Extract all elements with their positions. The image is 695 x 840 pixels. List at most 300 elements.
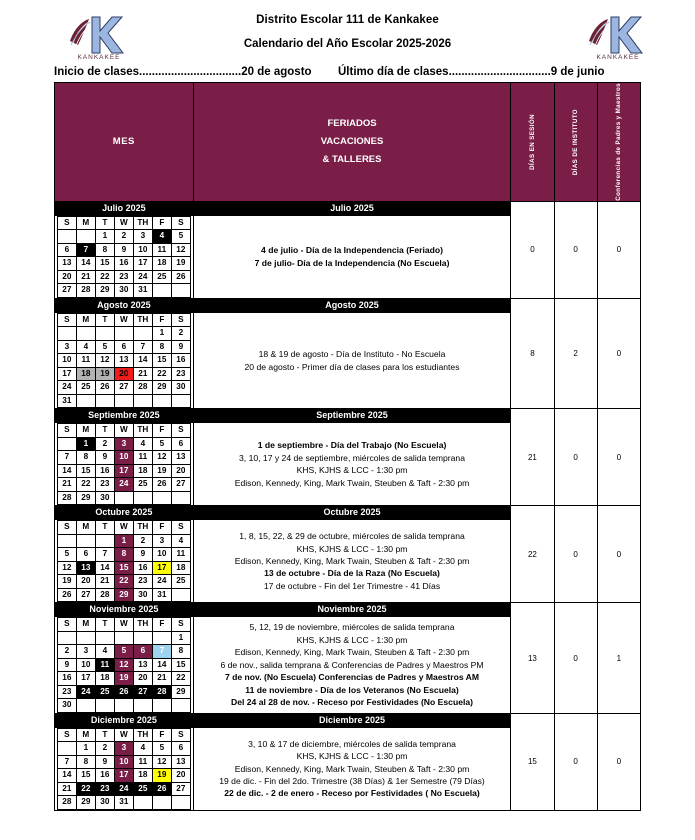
day-cell: 7 [95,548,114,562]
weekday-w-3: W [114,424,133,438]
month-notes [193,312,511,409]
mini-calendar-grid [57,520,191,602]
empty-day-cell [76,230,95,244]
month-name-bar: Octubre 2025 [55,506,194,520]
note-line: 5, 12, 19 de noviembre, miércoles de salida temprana [249,622,455,633]
day-cell: 19 [95,367,114,381]
note-line: 3, 10, 17 y 24 de septiembre, miércoles de salida temprana [239,452,465,463]
day-cell: 6 [133,645,152,659]
week-row [57,230,190,244]
day-cell: 6 [171,742,190,756]
day-cell: 24 [114,782,133,796]
weekday-w-3: W [114,521,133,535]
week-row [57,394,190,408]
day-cell: 18 [152,257,171,271]
value-dias-instituto: 2 [554,298,597,409]
week-row [57,327,190,341]
calendar-body [55,201,641,810]
day-cell: 26 [152,478,171,492]
weekday-th-4: TH [133,313,152,327]
value-conferencias: 0 [597,409,640,506]
kankakee-logo-left [62,11,136,61]
day-cell: 11 [133,451,152,465]
day-cell: 27 [114,381,133,395]
value-dias-sesion: 0 [511,201,554,298]
empty-day-cell [152,796,171,810]
value-dias-instituto: 0 [554,201,597,298]
svg-text:KANKAKEE: KANKAKEE [77,54,121,61]
day-cell: 23 [95,782,114,796]
week-row [57,478,190,492]
day-cell: 2 [114,230,133,244]
month-title-row [55,713,641,727]
day-cell: 27 [76,588,95,602]
weekday-m-1: M [76,728,95,742]
day-cell: 21 [133,367,152,381]
day-cell: 23 [171,367,190,381]
day-cell: 12 [152,451,171,465]
day-cell: 20 [76,575,95,589]
weekday-s-6: S [171,424,190,438]
empty-day-cell [171,491,190,505]
day-cell: 1 [171,631,190,645]
empty-day-cell [57,534,76,548]
day-cell: 28 [133,381,152,395]
day-cell: 14 [152,658,171,672]
day-cell: 16 [95,769,114,783]
feriados-line-1: FERIADOS [327,117,377,129]
weekday-th-4: TH [133,424,152,438]
day-cell: 4 [133,437,152,451]
day-cell: 14 [57,769,76,783]
day-cell: 2 [171,327,190,341]
day-cell: 10 [114,451,133,465]
empty-day-cell [57,631,76,645]
day-cell: 13 [171,451,190,465]
day-cell: 21 [76,270,95,284]
week-row [57,561,190,575]
weekday-s-0: S [57,618,76,632]
week-row [57,451,190,465]
day-cell: 8 [76,451,95,465]
day-cell: 25 [76,381,95,395]
value-conferencias: 0 [597,713,640,810]
month-title-row [55,506,641,520]
note-line: 1, 8, 15, 22, & 29 de octubre, miércoles de salida temprana [239,531,465,542]
note-line: KHS, KJHS & LCC - 1:30 pm [296,465,408,476]
value-dias-instituto: 0 [554,603,597,714]
day-cell: 23 [95,478,114,492]
day-cell: 25 [133,782,152,796]
weekday-s-0: S [57,424,76,438]
day-cell: 14 [95,561,114,575]
note-line: 7 de nov. (No Escuela) Conferencias de Padres y Maestros AM [224,672,480,683]
empty-day-cell [171,284,190,298]
day-cell: 8 [114,548,133,562]
week-row [57,491,190,505]
weekday-header-row [57,424,190,438]
empty-day-cell [171,699,190,713]
weekday-header-row [57,313,190,327]
note-line: KHS, KJHS & LCC - 1:30 pm [296,634,408,645]
day-cell: 5 [114,645,133,659]
day-cell: 8 [152,340,171,354]
empty-day-cell [57,742,76,756]
day-cell: 24 [152,575,171,589]
month-note-title-bar: Julio 2025 [193,201,511,215]
day-cell: 3 [76,645,95,659]
empty-day-cell [152,631,171,645]
empty-day-cell [133,631,152,645]
day-cell: 27 [57,284,76,298]
day-cell: 22 [76,782,95,796]
day-cell: 13 [171,755,190,769]
weekday-s-6: S [171,728,190,742]
empty-day-cell [133,796,152,810]
empty-day-cell [76,534,95,548]
weekday-header-row [57,521,190,535]
empty-day-cell [152,491,171,505]
week-row [57,796,190,810]
month-notes [193,727,511,810]
weekday-t-2: T [95,313,114,327]
empty-day-cell [95,327,114,341]
week-row [57,699,190,713]
day-cell: 10 [133,243,152,257]
day-cell: 25 [95,685,114,699]
day-cell: 4 [152,230,171,244]
day-cell: 14 [76,257,95,271]
day-cell: 27 [171,782,190,796]
note-line: KHS, KJHS & LCC - 1:30 pm [296,751,408,762]
column-header-dias-sesion [511,83,554,202]
day-cell: 10 [152,548,171,562]
day-cell: 17 [114,769,133,783]
empty-day-cell [76,327,95,341]
note-line: 20 de agosto - Primer día de clases para los estudiantes [244,361,460,372]
weekday-s-0: S [57,313,76,327]
weekday-t-2: T [95,521,114,535]
day-cell: 14 [57,464,76,478]
empty-day-cell [76,699,95,713]
day-cell: 18 [76,367,95,381]
week-row [57,354,190,368]
empty-day-cell [133,699,152,713]
week-row [57,381,190,395]
day-cell: 15 [114,561,133,575]
day-cell: 22 [114,575,133,589]
column-header-conferencias [597,83,640,202]
empty-day-cell [114,327,133,341]
week-row [57,464,190,478]
day-cell: 24 [76,685,95,699]
weekday-s-0: S [57,728,76,742]
day-cell: 10 [57,354,76,368]
day-cell: 2 [57,645,76,659]
weekday-s-0: S [57,216,76,230]
day-cell: 28 [57,796,76,810]
day-cell: 19 [171,257,190,271]
month-notes [193,423,511,506]
weekday-m-1: M [76,618,95,632]
weekday-th-4: TH [133,618,152,632]
day-cell: 28 [76,284,95,298]
empty-day-cell [57,230,76,244]
day-cell: 22 [76,478,95,492]
district-title: Distrito Escolar 111 de Kankakee [256,14,439,26]
empty-day-cell [152,284,171,298]
month-note-title-bar: Octubre 2025 [193,506,511,520]
day-cell: 4 [171,534,190,548]
day-cell: 24 [57,381,76,395]
day-cell: 15 [171,658,190,672]
week-row [57,631,190,645]
start-of-classes: Inicio de clases................................20 de agosto [54,66,312,78]
note-line: 3, 10 & 17 de diciembre, miércoles de salida temprana [248,738,456,749]
day-cell: 16 [133,561,152,575]
empty-day-cell [171,588,190,602]
week-row [57,782,190,796]
conferencias-label: Conferencias de Padres y Maestros [615,83,622,201]
day-cell: 25 [171,575,190,589]
month-notes [193,520,511,603]
day-cell: 29 [95,284,114,298]
day-cell: 5 [57,548,76,562]
day-cell: 4 [76,340,95,354]
column-header-mes [55,83,194,202]
weekday-header-row [57,618,190,632]
empty-day-cell [114,631,133,645]
month-name-bar: Diciembre 2025 [55,713,194,727]
note-line: 7 de julio- Día de la Independencia (No Escuela) [254,257,450,268]
weekday-s-6: S [171,313,190,327]
weekday-s-6: S [171,216,190,230]
month-notes [193,215,511,298]
day-cell: 24 [114,478,133,492]
dias-sesion-label: DÍAS EN SESIÓN [528,113,536,170]
week-row [57,769,190,783]
day-cell: 26 [152,782,171,796]
week-row [57,284,190,298]
mini-calendar-grid [57,617,191,713]
empty-day-cell [95,631,114,645]
class-dates-line [0,66,695,82]
day-cell: 20 [171,464,190,478]
week-row [57,257,190,271]
weekday-header-row [57,728,190,742]
day-cell: 7 [57,451,76,465]
weekday-m-1: M [76,216,95,230]
column-header-dias-instituto [554,83,597,202]
day-cell: 18 [133,769,152,783]
day-cell: 26 [57,588,76,602]
day-cell: 17 [76,672,95,686]
day-cell: 14 [133,354,152,368]
weekday-w-3: W [114,618,133,632]
day-cell: 6 [114,340,133,354]
day-cell: 15 [152,354,171,368]
value-conferencias: 0 [597,201,640,298]
day-cell: 7 [76,243,95,257]
day-cell: 29 [76,491,95,505]
day-cell: 29 [152,381,171,395]
weekday-f-5: F [152,728,171,742]
weekday-m-1: M [76,424,95,438]
day-cell: 26 [114,685,133,699]
day-cell: 24 [133,270,152,284]
week-row [57,367,190,381]
empty-day-cell [171,394,190,408]
feriados-line-3: & TALLERES [322,153,382,165]
mini-calendar-2 [55,312,194,409]
day-cell: 7 [152,645,171,659]
day-cell: 1 [95,230,114,244]
day-cell: 3 [133,230,152,244]
day-cell: 17 [152,561,171,575]
weekday-s-0: S [57,521,76,535]
empty-day-cell [95,534,114,548]
day-cell: 23 [57,685,76,699]
empty-day-cell [57,437,76,451]
day-cell: 29 [114,588,133,602]
value-dias-sesion: 13 [511,603,554,714]
day-cell: 31 [114,796,133,810]
month-note-title-bar: Agosto 2025 [193,298,511,312]
mini-calendar-grid [57,313,191,409]
day-cell: 1 [76,742,95,756]
day-cell: 30 [171,381,190,395]
mini-calendar-grid [57,728,191,810]
day-cell: 5 [152,437,171,451]
note-line: 13 de octubre - Día de la Raza (No Escuela) [264,568,440,579]
day-cell: 26 [95,381,114,395]
day-cell: 17 [57,367,76,381]
month-note-title-bar: Septiembre 2025 [193,409,511,423]
month-title-row [55,298,641,312]
day-cell: 22 [171,672,190,686]
day-cell: 10 [114,755,133,769]
note-line: Edison, Kennedy, King, Mark Twain, Steuben & Taft - 2:30 pm [234,556,470,567]
day-cell: 9 [95,755,114,769]
empty-day-cell [114,394,133,408]
week-row [57,742,190,756]
day-cell: 11 [76,354,95,368]
day-cell: 7 [57,755,76,769]
kankakee-logo-right [581,11,655,61]
calendar-title: Calendario del Año Escolar 2025-2026 [243,38,452,50]
note-line: 1 de septiembre - Día del Trabajo (No Escuela) [257,440,447,451]
day-cell: 1 [114,534,133,548]
weekday-f-5: F [152,521,171,535]
weekday-t-2: T [95,216,114,230]
note-line: 22 de dic. - 2 de enero - Receso por Festividades ( No Escuela) [224,788,480,799]
empty-day-cell [133,327,152,341]
table-header-row [55,83,641,202]
week-row [57,437,190,451]
day-cell: 20 [133,672,152,686]
value-dias-sesion: 22 [511,506,554,603]
day-cell: 3 [152,534,171,548]
month-name-bar: Septiembre 2025 [55,409,194,423]
weekday-header-row [57,216,190,230]
week-row [57,755,190,769]
value-conferencias: 0 [597,298,640,409]
day-cell: 15 [95,257,114,271]
day-cell: 7 [133,340,152,354]
note-line: Edison, Kennedy, King, Mark Twain, Steuben & Taft - 2:30 pm [234,763,470,774]
value-dias-instituto: 0 [554,506,597,603]
mini-calendar-grid [57,423,191,505]
mini-calendar-grid [57,216,191,298]
weekday-th-4: TH [133,216,152,230]
week-row [57,548,190,562]
day-cell: 11 [171,548,190,562]
weekday-f-5: F [152,216,171,230]
day-cell: 11 [95,658,114,672]
empty-day-cell [152,699,171,713]
day-cell: 22 [152,367,171,381]
value-dias-sesion: 21 [511,409,554,506]
mini-calendar-5 [55,617,194,714]
day-cell: 19 [114,672,133,686]
day-cell: 30 [95,796,114,810]
value-conferencias: 0 [597,506,640,603]
month-note-title-bar: Noviembre 2025 [193,603,511,617]
mini-calendar-4 [55,520,194,603]
value-conferencias: 1 [597,603,640,714]
day-cell: 16 [171,354,190,368]
day-cell: 11 [133,755,152,769]
week-row [57,534,190,548]
day-cell: 12 [114,658,133,672]
day-cell: 3 [114,437,133,451]
weekday-w-3: W [114,216,133,230]
day-cell: 23 [133,575,152,589]
column-header-feriados [193,83,511,202]
weekday-t-2: T [95,618,114,632]
weekday-s-6: S [171,618,190,632]
month-title-row [55,409,641,423]
weekday-w-3: W [114,728,133,742]
day-cell: 9 [171,340,190,354]
week-row [57,575,190,589]
day-cell: 10 [76,658,95,672]
day-cell: 19 [152,769,171,783]
week-row [57,658,190,672]
feriados-line-2: VACACIONES [320,135,384,147]
mini-calendar-1 [55,215,194,298]
day-cell: 9 [95,451,114,465]
week-row [57,340,190,354]
day-cell: 25 [152,270,171,284]
day-cell: 30 [57,699,76,713]
day-cell: 30 [95,491,114,505]
weekday-m-1: M [76,521,95,535]
day-cell: 27 [171,478,190,492]
day-cell: 28 [152,685,171,699]
value-dias-sesion: 8 [511,298,554,409]
day-cell: 3 [114,742,133,756]
day-cell: 15 [76,769,95,783]
empty-day-cell [76,631,95,645]
day-cell: 31 [57,394,76,408]
day-cell: 13 [57,257,76,271]
day-cell: 5 [152,742,171,756]
day-cell: 6 [171,437,190,451]
empty-day-cell [114,699,133,713]
day-cell: 13 [76,561,95,575]
day-cell: 3 [57,340,76,354]
